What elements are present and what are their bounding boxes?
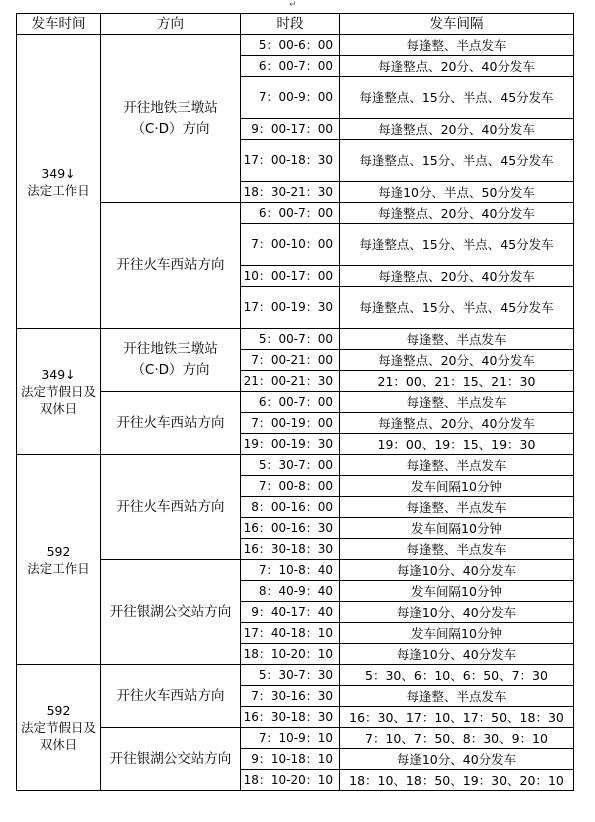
paragraph-mark: ↵ — [289, 0, 297, 10]
time-period: 7：30-16：30 — [241, 686, 340, 707]
interval: 21：00、21：15、21：30 — [340, 371, 574, 392]
time-period: 5：00-7：00 — [241, 329, 340, 350]
interval: 每逢整点、15分、半点、45分发车 — [340, 287, 574, 329]
table-row — [17, 203, 574, 224]
time-period: 17：40-18：10 — [241, 623, 340, 644]
interval: 发车间隔10分钟 — [340, 623, 574, 644]
group-line: 349↓ — [41, 367, 76, 382]
time-period: 6：00-7：00 — [241, 203, 340, 224]
direction-cell: 开往火车西站方向 — [101, 665, 241, 728]
time-period: 17：00-18：30 — [241, 140, 340, 182]
table-row — [17, 35, 574, 56]
table-row — [17, 560, 574, 581]
interval: 19：00、19：15、19：30 — [340, 434, 574, 455]
time-period: 5：30-7：30 — [241, 665, 340, 686]
interval: 16：30、17：10、17：50、18：30 — [340, 707, 574, 728]
time-period: 7：10-8：40 — [241, 560, 340, 581]
interval: 每逢整点、20分、40分发车 — [340, 203, 574, 224]
interval: 发车间隔10分钟 — [340, 518, 574, 539]
direction-cell: 开往地铁三墩站（C·D）方向 — [101, 35, 241, 203]
time-period: 19：00-19：30 — [241, 434, 340, 455]
interval: 每逢整、半点发车 — [340, 539, 574, 560]
time-period: 16：30-18：30 — [241, 707, 340, 728]
interval: 每逢10分、半点、50分发车 — [340, 182, 574, 203]
time-period: 7：00-8：00 — [241, 476, 340, 497]
group-cell — [17, 35, 101, 329]
direction-cell: 开往地铁三墩站（C·D）方向 — [101, 329, 241, 392]
interval: 每逢整、半点发车 — [340, 35, 574, 56]
interval: 每逢整点、20分、40分发车 — [340, 56, 574, 77]
time-period: 18：30-21：30 — [241, 182, 340, 203]
interval: 18：10、18：50、19：30、20：10 — [340, 770, 574, 791]
time-period: 7：10-9：10 — [241, 728, 340, 749]
header-time-period: 时段 — [241, 14, 340, 35]
interval: 每逢整、半点发车 — [340, 329, 574, 350]
time-period: 7：00-21：00 — [241, 350, 340, 371]
header-interval: 发车间隔 — [340, 14, 574, 35]
time-period: 7：00-19：00 — [241, 413, 340, 434]
time-period: 17：00-19：30 — [241, 287, 340, 329]
time-period: 8：40-9：40 — [241, 581, 340, 602]
group-line: 349↓ — [41, 165, 76, 181]
time-period: 7：00-9：00 — [241, 77, 340, 119]
table-row — [17, 392, 574, 413]
bus-schedule-table — [16, 13, 574, 791]
time-period: 6：00-7：00 — [241, 392, 340, 413]
time-period: 8：00-16：00 — [241, 497, 340, 518]
table-row — [17, 329, 574, 350]
direction-cell: 开往火车西站方向 — [101, 392, 241, 455]
table-row — [17, 728, 574, 749]
time-period: 9：00-17：00 — [241, 119, 340, 140]
interval: 每逢10分、40分发车 — [340, 644, 574, 665]
interval: 每逢整、半点发车 — [340, 686, 574, 707]
table-row — [17, 455, 574, 476]
interval: 每逢整点、15分、半点、45分发车 — [340, 77, 574, 119]
time-period: 6：00-7：00 — [241, 56, 340, 77]
interval: 发车间隔10分钟 — [340, 476, 574, 497]
group-line: 592 — [46, 703, 71, 718]
time-period: 18：10-20：10 — [241, 644, 340, 665]
interval: 5：30、6：10、6：50、7：30 — [340, 665, 574, 686]
group-cell — [17, 329, 101, 455]
interval: 发车间隔10分钟 — [340, 581, 574, 602]
interval: 每逢整点、20分、40分发车 — [340, 413, 574, 434]
interval: 每逢整点、20分、40分发车 — [340, 266, 574, 287]
time-period: 5：30-7：00 — [241, 455, 340, 476]
interval: 每逢整、半点发车 — [340, 392, 574, 413]
time-period: 5：00-6：00 — [241, 35, 340, 56]
group-cell — [17, 665, 101, 791]
direction-cell: 开往火车西站方向 — [101, 455, 241, 560]
group-label: 法定工作日 — [27, 182, 90, 198]
interval: 每逢整、半点发车 — [340, 497, 574, 518]
interval: 每逢整点、15分、半点、45分发车 — [340, 224, 574, 266]
interval: 每逢整点、20分、40分发车 — [340, 119, 574, 140]
interval: 每逢10分、40分发车 — [340, 560, 574, 581]
interval: 每逢整、半点发车 — [340, 455, 574, 476]
interval: 每逢10分、40分发车 — [340, 749, 574, 770]
direction-cell: 开往火车西站方向 — [101, 203, 241, 329]
time-period: 18：10-20：10 — [241, 770, 340, 791]
interval: 7：10、7：50、8：30、9：10 — [340, 728, 574, 749]
group-line: 592 — [46, 543, 71, 559]
group-label: 法定节假日及双休日 — [20, 720, 96, 752]
header-direction: 方向 — [101, 14, 241, 35]
interval: 每逢10分、40分发车 — [340, 602, 574, 623]
time-period: 10：00-17：00 — [241, 266, 340, 287]
time-period: 16：00-16：30 — [241, 518, 340, 539]
time-period: 21：00-21：30 — [241, 371, 340, 392]
time-period: 16：30-18：30 — [241, 539, 340, 560]
interval: 每逢整点、20分、40分发车 — [340, 350, 574, 371]
time-period: 7：00-10：00 — [241, 224, 340, 266]
direction-cell: 开往银湖公交站方向 — [101, 728, 241, 791]
group-label: 法定工作日 — [27, 560, 90, 576]
group-label: 法定节假日及双休日 — [20, 384, 96, 416]
time-period: 9：40-17：40 — [241, 602, 340, 623]
group-cell — [17, 455, 101, 665]
interval: 每逢整点、15分、半点、45分发车 — [340, 140, 574, 182]
time-period: 9：10-18：10 — [241, 749, 340, 770]
header-row — [17, 14, 574, 35]
header-departure-time: 发车时间 — [17, 14, 101, 35]
direction-cell: 开往银湖公交站方向 — [101, 560, 241, 665]
table-row — [17, 665, 574, 686]
